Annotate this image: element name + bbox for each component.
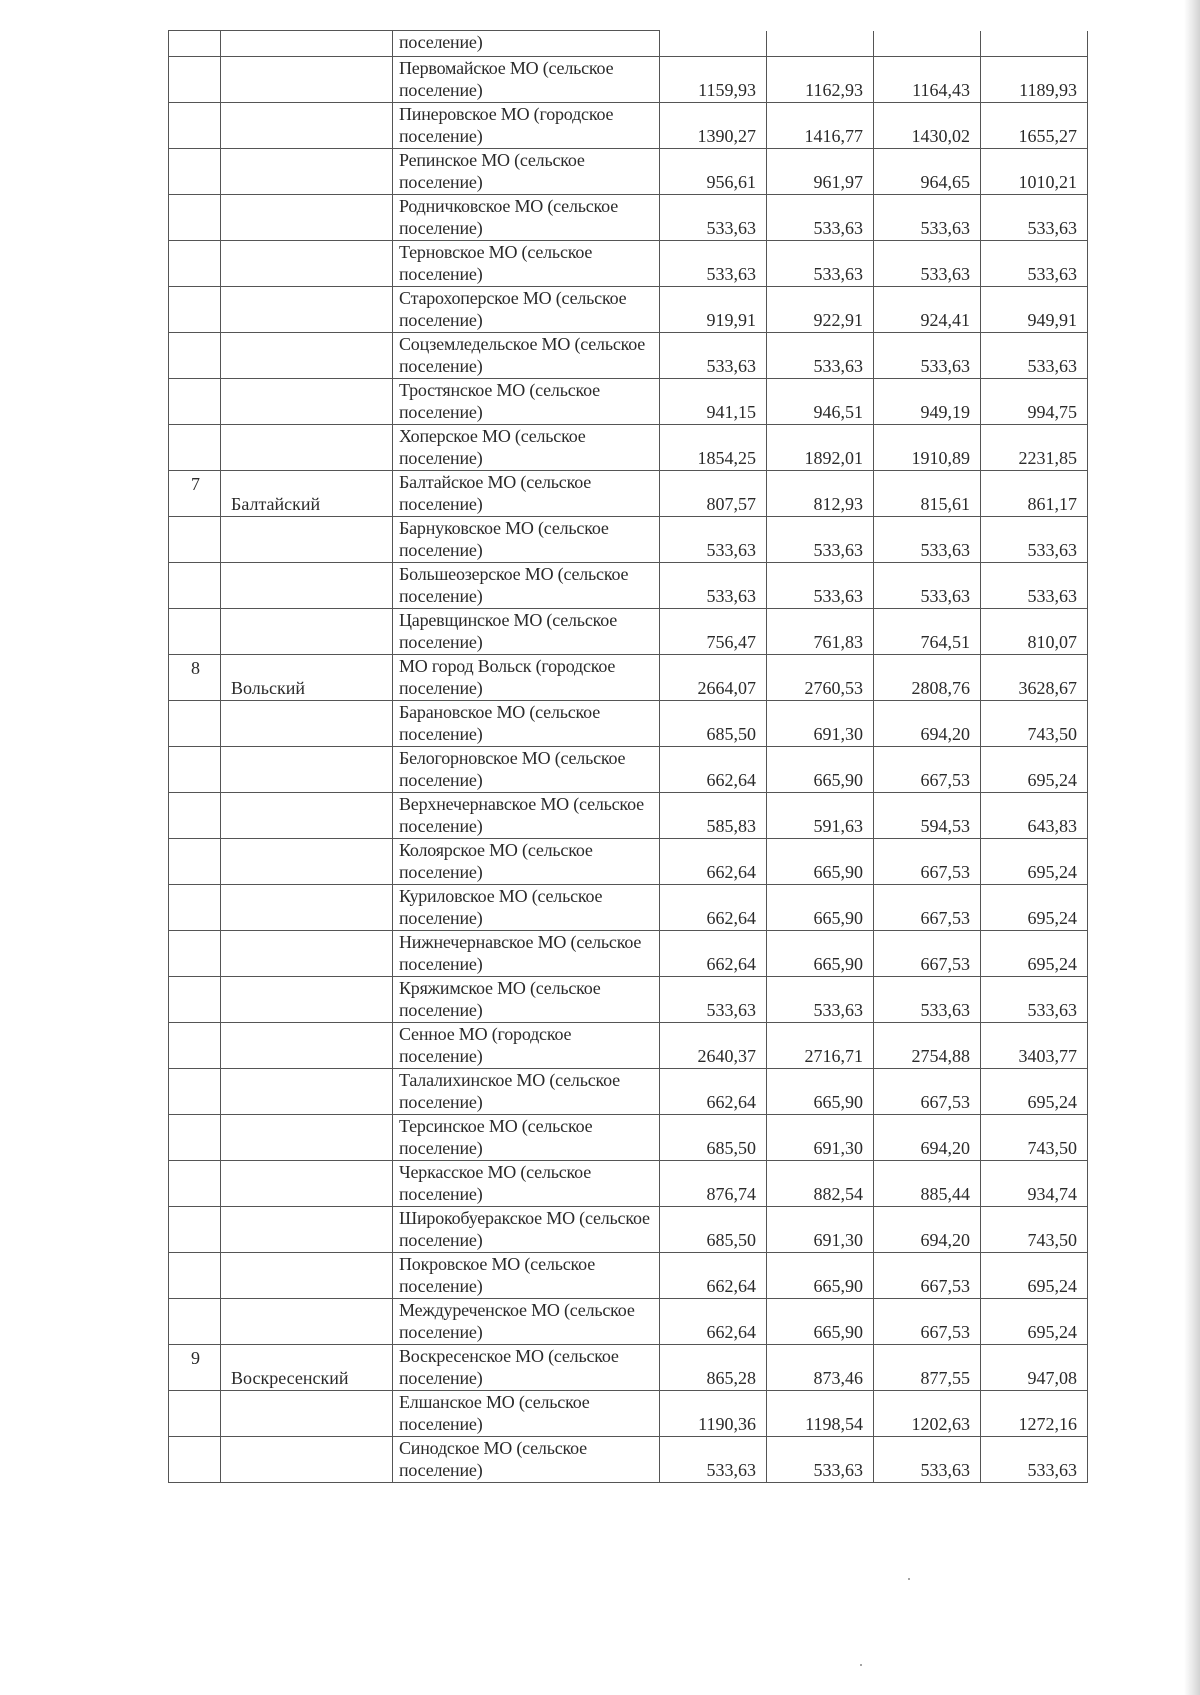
value-cell: 1159,93: [660, 57, 767, 103]
value-cell: 533,63: [767, 1437, 874, 1483]
table-row: [169, 425, 1088, 471]
municipality-name-cell: Соцземледельское МО (сельское поселение): [393, 333, 660, 379]
value-cell: 533,63: [660, 517, 767, 563]
value-cell: [767, 31, 874, 57]
row-number-cell: [169, 103, 221, 149]
value-cell: 691,30: [767, 701, 874, 747]
table-row: [169, 609, 1088, 655]
municipality-name-cell: Талалихинское МО (сельское поселение): [393, 1069, 660, 1115]
district-cell: [221, 747, 393, 793]
value-cell: 861,17: [981, 471, 1088, 517]
value-cell: 815,61: [874, 471, 981, 517]
value-cell: 685,50: [660, 1115, 767, 1161]
value-cell: 667,53: [874, 1069, 981, 1115]
value-cell: 533,63: [981, 977, 1088, 1023]
value-cell: 667,53: [874, 931, 981, 977]
district-cell: Балтайский: [221, 471, 393, 517]
district-cell: [221, 1253, 393, 1299]
value-cell: 695,24: [981, 885, 1088, 931]
value-cell: [981, 31, 1088, 57]
table-row: [169, 195, 1088, 241]
value-cell: 533,63: [767, 333, 874, 379]
municipality-name-cell: Междуреченское МО (сельское поселение): [393, 1299, 660, 1345]
value-cell: 662,64: [660, 1299, 767, 1345]
value-cell: 1272,16: [981, 1391, 1088, 1437]
municipality-name-cell: Тростянское МО (сельское поселение): [393, 379, 660, 425]
value-cell: 685,50: [660, 701, 767, 747]
value-cell: 667,53: [874, 839, 981, 885]
value-cell: 662,64: [660, 1253, 767, 1299]
value-cell: 665,90: [767, 839, 874, 885]
value-cell: 695,24: [981, 1299, 1088, 1345]
district-cell: [221, 517, 393, 563]
value-cell: 662,64: [660, 747, 767, 793]
value-cell: 685,50: [660, 1207, 767, 1253]
value-cell: 533,63: [660, 1437, 767, 1483]
value-cell: 585,83: [660, 793, 767, 839]
value-cell: 533,63: [874, 977, 981, 1023]
value-cell: 1164,43: [874, 57, 981, 103]
row-number-cell: [169, 1023, 221, 1069]
value-cell: 946,51: [767, 379, 874, 425]
row-number-cell: [169, 1437, 221, 1483]
value-cell: 964,65: [874, 149, 981, 195]
value-cell: 662,64: [660, 839, 767, 885]
value-cell: 533,63: [874, 333, 981, 379]
value-cell: 533,63: [981, 563, 1088, 609]
row-number-cell: [169, 425, 221, 471]
row-number-cell: [169, 287, 221, 333]
value-cell: 2716,71: [767, 1023, 874, 1069]
value-cell: 695,24: [981, 747, 1088, 793]
table-row: [169, 747, 1088, 793]
municipality-name-cell: Репинское МО (сельское поселение): [393, 149, 660, 195]
table-body: [169, 31, 1088, 1483]
district-cell: [221, 1207, 393, 1253]
value-cell: 2231,85: [981, 425, 1088, 471]
table-row: [169, 379, 1088, 425]
value-cell: 949,19: [874, 379, 981, 425]
table-row: [169, 1023, 1088, 1069]
row-number-cell: [169, 563, 221, 609]
district-cell: [221, 1437, 393, 1483]
value-cell: 810,07: [981, 609, 1088, 655]
row-number-cell: [169, 977, 221, 1023]
value-cell: 533,63: [767, 563, 874, 609]
value-cell: 956,61: [660, 149, 767, 195]
value-cell: 533,63: [874, 517, 981, 563]
row-number-cell: [169, 793, 221, 839]
value-cell: 533,63: [767, 195, 874, 241]
value-cell: 3628,67: [981, 655, 1088, 701]
municipality-name-cell: МО город Вольск (городское поселение): [393, 655, 660, 701]
district-cell: [221, 1023, 393, 1069]
table-row: [169, 333, 1088, 379]
row-number-cell: [169, 1207, 221, 1253]
row-number-cell: [169, 701, 221, 747]
district-cell: Вольский: [221, 655, 393, 701]
row-number-cell: [169, 149, 221, 195]
municipality-name-cell: Колоярское МО (сельское поселение): [393, 839, 660, 885]
value-cell: 665,90: [767, 747, 874, 793]
value-cell: 533,63: [874, 563, 981, 609]
value-cell: 2664,07: [660, 655, 767, 701]
table-row: [169, 1391, 1088, 1437]
value-cell: 533,63: [660, 195, 767, 241]
value-cell: 533,63: [767, 977, 874, 1023]
table-row: [169, 103, 1088, 149]
table-row: [169, 655, 1088, 701]
row-number-cell: [169, 839, 221, 885]
district-cell: [221, 701, 393, 747]
value-cell: 694,20: [874, 1115, 981, 1161]
value-cell: 919,91: [660, 287, 767, 333]
value-cell: 1202,63: [874, 1391, 981, 1437]
value-cell: 1390,27: [660, 103, 767, 149]
scan-speck: [908, 1578, 910, 1580]
table-row: [169, 1299, 1088, 1345]
district-cell: [221, 609, 393, 655]
value-cell: 865,28: [660, 1345, 767, 1391]
value-cell: 667,53: [874, 1253, 981, 1299]
value-cell: 941,15: [660, 379, 767, 425]
value-cell: 691,30: [767, 1115, 874, 1161]
row-number-cell: [169, 379, 221, 425]
municipality-name-cell: Пинеровское МО (городское поселение): [393, 103, 660, 149]
row-number-cell: 7: [169, 471, 221, 517]
district-cell: [221, 839, 393, 885]
district-cell: [221, 31, 393, 57]
row-number-cell: 8: [169, 655, 221, 701]
table-row: [169, 241, 1088, 287]
table-row: [169, 1437, 1088, 1483]
value-cell: 695,24: [981, 839, 1088, 885]
table-row: [169, 563, 1088, 609]
value-cell: [660, 31, 767, 57]
district-cell: [221, 1391, 393, 1437]
value-cell: 1010,21: [981, 149, 1088, 195]
value-cell: 695,24: [981, 1253, 1088, 1299]
value-cell: 949,91: [981, 287, 1088, 333]
district-cell: [221, 149, 393, 195]
district-cell: [221, 793, 393, 839]
value-cell: 877,55: [874, 1345, 981, 1391]
municipality-name-cell: Куриловское МО (сельское поселение): [393, 885, 660, 931]
row-number-cell: [169, 931, 221, 977]
table-row: [169, 977, 1088, 1023]
row-number-cell: [169, 333, 221, 379]
value-cell: 994,75: [981, 379, 1088, 425]
row-number-cell: [169, 1253, 221, 1299]
municipality-name-cell: Кряжимское МО (сельское поселение): [393, 977, 660, 1023]
district-cell: [221, 333, 393, 379]
municipality-name-cell: Первомайское МО (сельское поселение): [393, 57, 660, 103]
district-cell: Воскресенский: [221, 1345, 393, 1391]
value-cell: 591,63: [767, 793, 874, 839]
district-cell: [221, 379, 393, 425]
scan-speck: [860, 1664, 862, 1666]
municipality-name-cell: Терсинское МО (сельское поселение): [393, 1115, 660, 1161]
municipality-name-cell: Белогорновское МО (сельское поселение): [393, 747, 660, 793]
value-cell: 533,63: [981, 241, 1088, 287]
value-cell: 743,50: [981, 701, 1088, 747]
row-number-cell: [169, 747, 221, 793]
value-cell: 533,63: [660, 977, 767, 1023]
district-cell: [221, 1069, 393, 1115]
page-edge-shadow: [1184, 0, 1200, 1695]
value-cell: 873,46: [767, 1345, 874, 1391]
municipality-name-cell: Балтайское МО (сельское поселение): [393, 471, 660, 517]
value-cell: [874, 31, 981, 57]
value-cell: 807,57: [660, 471, 767, 517]
table-row: [169, 471, 1088, 517]
value-cell: 885,44: [874, 1161, 981, 1207]
district-cell: [221, 287, 393, 333]
municipality-name-cell: Верхнечернавское МО (сельское поселение): [393, 793, 660, 839]
value-cell: 743,50: [981, 1115, 1088, 1161]
value-cell: 961,97: [767, 149, 874, 195]
value-cell: 665,90: [767, 1299, 874, 1345]
municipality-name-cell: Нижнечернавское МО (сельское поселение): [393, 931, 660, 977]
district-cell: [221, 977, 393, 1023]
table-row: [169, 1115, 1088, 1161]
row-number-cell: [169, 1391, 221, 1437]
municipality-name-cell: Хоперское МО (сельское поселение): [393, 425, 660, 471]
value-cell: 665,90: [767, 885, 874, 931]
value-cell: 665,90: [767, 931, 874, 977]
district-cell: [221, 885, 393, 931]
district-cell: [221, 931, 393, 977]
municipality-name-cell: Царевщинское МО (сельское поселение): [393, 609, 660, 655]
table-row: [169, 1253, 1088, 1299]
value-cell: 1198,54: [767, 1391, 874, 1437]
value-cell: 533,63: [981, 517, 1088, 563]
value-cell: 1430,02: [874, 103, 981, 149]
value-cell: 1655,27: [981, 103, 1088, 149]
value-cell: 533,63: [660, 563, 767, 609]
row-number-cell: [169, 195, 221, 241]
table-row: [169, 287, 1088, 333]
municipality-name-cell: Барнуковское МО (сельское поселение): [393, 517, 660, 563]
value-cell: 533,63: [874, 1437, 981, 1483]
district-cell: [221, 195, 393, 241]
value-cell: 533,63: [660, 333, 767, 379]
district-cell: [221, 103, 393, 149]
district-cell: [221, 241, 393, 287]
value-cell: 1892,01: [767, 425, 874, 471]
row-number-cell: [169, 1115, 221, 1161]
municipal-values-table: [168, 30, 1088, 1483]
value-cell: 594,53: [874, 793, 981, 839]
value-cell: 764,51: [874, 609, 981, 655]
value-cell: 1416,77: [767, 103, 874, 149]
value-cell: 1190,36: [660, 1391, 767, 1437]
value-cell: 662,64: [660, 931, 767, 977]
value-cell: 743,50: [981, 1207, 1088, 1253]
district-cell: [221, 563, 393, 609]
row-number-cell: [169, 1299, 221, 1345]
value-cell: 1910,89: [874, 425, 981, 471]
value-cell: 812,93: [767, 471, 874, 517]
row-number-cell: [169, 885, 221, 931]
value-cell: 694,20: [874, 1207, 981, 1253]
value-cell: 2808,76: [874, 655, 981, 701]
value-cell: 882,54: [767, 1161, 874, 1207]
value-cell: 533,63: [874, 241, 981, 287]
table-row: [169, 931, 1088, 977]
value-cell: 934,74: [981, 1161, 1088, 1207]
municipality-name-cell: Покровское МО (сельское поселение): [393, 1253, 660, 1299]
district-cell: [221, 57, 393, 103]
municipality-name-cell: Черкасское МО (сельское поселение): [393, 1161, 660, 1207]
value-cell: 667,53: [874, 1299, 981, 1345]
value-cell: 665,90: [767, 1253, 874, 1299]
value-cell: 2760,53: [767, 655, 874, 701]
value-cell: 533,63: [981, 1437, 1088, 1483]
value-cell: 643,83: [981, 793, 1088, 839]
value-cell: 947,08: [981, 1345, 1088, 1391]
row-number-cell: [169, 241, 221, 287]
table-row: [169, 1345, 1088, 1391]
municipality-name-cell: Широкобуеракское МО (сельское поселение): [393, 1207, 660, 1253]
value-cell: 662,64: [660, 1069, 767, 1115]
municipality-name-cell: Елшанское МО (сельское поселение): [393, 1391, 660, 1437]
table-row: [169, 701, 1088, 747]
municipality-name-cell: Родничковское МО (сельское поселение): [393, 195, 660, 241]
row-number-cell: 9: [169, 1345, 221, 1391]
value-cell: 533,63: [981, 333, 1088, 379]
municipality-name-cell: Старохоперское МО (сельское поселение): [393, 287, 660, 333]
value-cell: 691,30: [767, 1207, 874, 1253]
municipality-name-cell: Большеозерское МО (сельское поселение): [393, 563, 660, 609]
table-row: [169, 31, 1088, 57]
value-cell: 1162,93: [767, 57, 874, 103]
value-cell: 662,64: [660, 885, 767, 931]
row-number-cell: [169, 1161, 221, 1207]
row-number-cell: [169, 517, 221, 563]
value-cell: 922,91: [767, 287, 874, 333]
row-number-cell: [169, 57, 221, 103]
district-cell: [221, 425, 393, 471]
value-cell: 695,24: [981, 931, 1088, 977]
value-cell: 1854,25: [660, 425, 767, 471]
table-row: [169, 57, 1088, 103]
municipality-name-cell: Воскресенское МО (сельское поселение): [393, 1345, 660, 1391]
table-row: [169, 839, 1088, 885]
value-cell: 533,63: [660, 241, 767, 287]
value-cell: 756,47: [660, 609, 767, 655]
municipality-name-cell: Сенное МО (городское поселение): [393, 1023, 660, 1069]
table-row: [169, 149, 1088, 195]
municipality-name-cell: поселение): [393, 31, 660, 57]
value-cell: 533,63: [767, 241, 874, 287]
district-cell: [221, 1161, 393, 1207]
municipality-name-cell: Синодское МО (сельское поселение): [393, 1437, 660, 1483]
value-cell: 924,41: [874, 287, 981, 333]
value-cell: 3403,77: [981, 1023, 1088, 1069]
value-cell: 667,53: [874, 885, 981, 931]
row-number-cell: [169, 1069, 221, 1115]
district-cell: [221, 1115, 393, 1161]
value-cell: 761,83: [767, 609, 874, 655]
value-cell: 876,74: [660, 1161, 767, 1207]
table-row: [169, 517, 1088, 563]
value-cell: 694,20: [874, 701, 981, 747]
value-cell: 667,53: [874, 747, 981, 793]
value-cell: 1189,93: [981, 57, 1088, 103]
value-cell: 695,24: [981, 1069, 1088, 1115]
table-row: [169, 1069, 1088, 1115]
value-cell: 533,63: [767, 517, 874, 563]
municipality-name-cell: Терновское МО (сельское поселение): [393, 241, 660, 287]
value-cell: 2754,88: [874, 1023, 981, 1069]
table-row: [169, 1207, 1088, 1253]
value-cell: 533,63: [874, 195, 981, 241]
value-cell: 533,63: [981, 195, 1088, 241]
value-cell: 665,90: [767, 1069, 874, 1115]
municipality-name-cell: Барановское МО (сельское поселение): [393, 701, 660, 747]
district-cell: [221, 1299, 393, 1345]
table-row: [169, 793, 1088, 839]
row-number-cell: [169, 31, 221, 57]
row-number-cell: [169, 609, 221, 655]
value-cell: 2640,37: [660, 1023, 767, 1069]
table-row: [169, 885, 1088, 931]
table-row: [169, 1161, 1088, 1207]
